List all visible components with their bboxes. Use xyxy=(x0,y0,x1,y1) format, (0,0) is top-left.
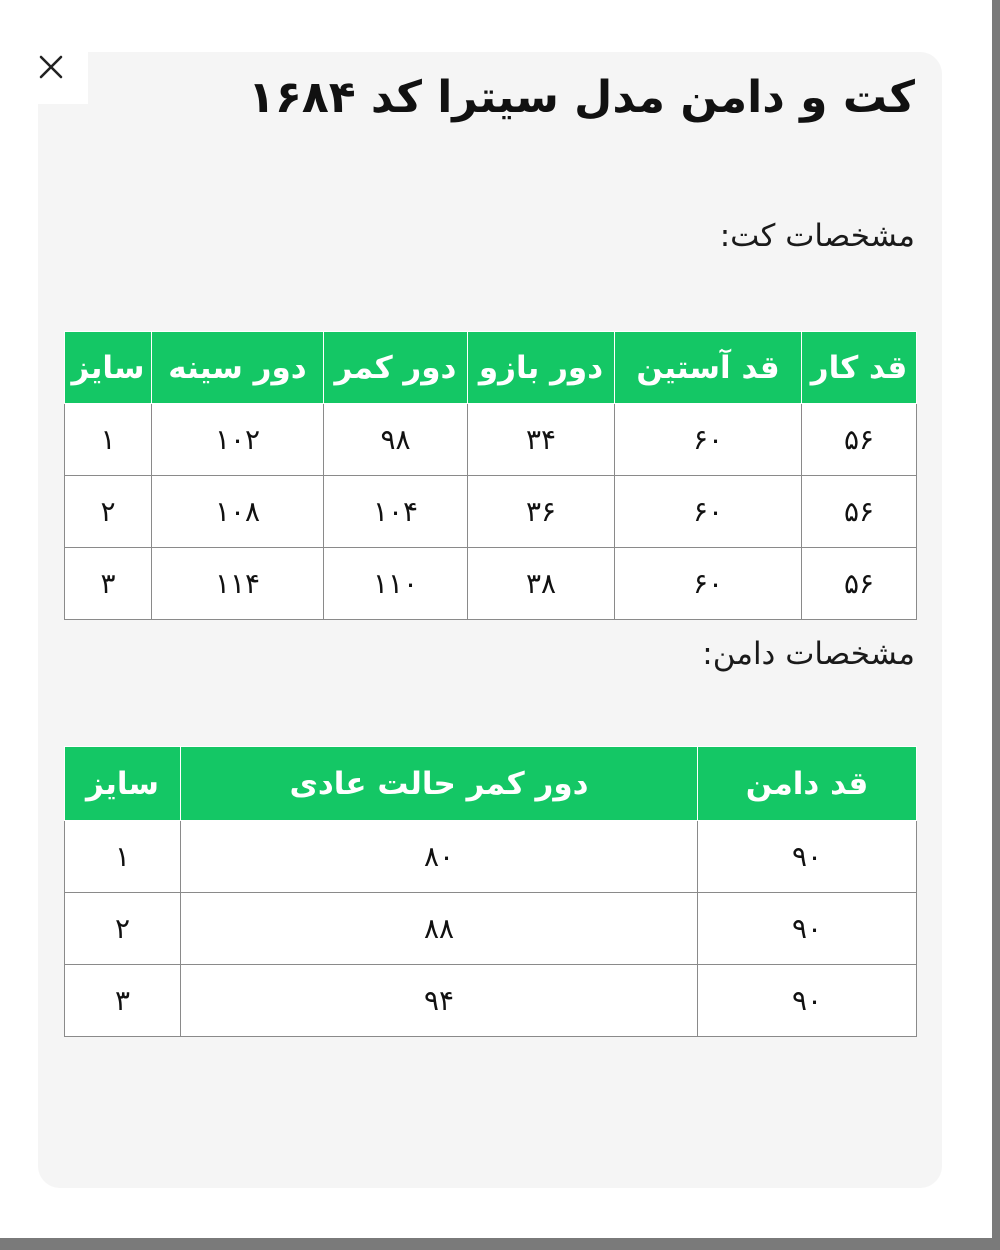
table-cell: ۱۱۴ xyxy=(152,548,324,620)
table-cell: ۱۰۴ xyxy=(324,476,468,548)
header-cell: دور کمر xyxy=(324,332,468,404)
table-cell: ۵۶ xyxy=(802,404,917,476)
header-cell: قد آستین xyxy=(615,332,802,404)
table-cell: ۹۰ xyxy=(698,965,917,1037)
table-row xyxy=(65,404,917,476)
table-row xyxy=(65,893,917,965)
close-button[interactable] xyxy=(12,42,88,104)
close-icon xyxy=(38,54,64,80)
header-cell: قد کار xyxy=(802,332,917,404)
table-cell: ۶۰ xyxy=(615,476,802,548)
header-cell: دور سینه xyxy=(152,332,324,404)
table-header-row xyxy=(65,747,917,821)
table-cell: ۳ xyxy=(65,548,152,620)
table-header-row xyxy=(65,332,917,404)
table-row xyxy=(65,548,917,620)
table-cell: ۸۸ xyxy=(181,893,698,965)
table-cell: ۳۴ xyxy=(468,404,615,476)
window-frame-bottom xyxy=(0,1238,1000,1250)
table-row xyxy=(65,476,917,548)
table-cell: ۶۰ xyxy=(615,548,802,620)
skirt-section-label: مشخصات دامن: xyxy=(702,636,915,672)
table-cell: ۳۶ xyxy=(468,476,615,548)
page-title: کت و دامن مدل سیترا کد ۱۶۸۴ xyxy=(248,72,915,123)
table-cell: ۱۰۲ xyxy=(152,404,324,476)
window-frame-right xyxy=(992,0,1000,1250)
table-row xyxy=(65,821,917,893)
table-cell: ۱۱۰ xyxy=(324,548,468,620)
table-cell: ۵۶ xyxy=(802,548,917,620)
table-row xyxy=(65,965,917,1037)
header-cell: سایز xyxy=(65,332,152,404)
table-cell: ۱ xyxy=(65,821,181,893)
table-cell: ۱ xyxy=(65,404,152,476)
header-cell: سایز xyxy=(65,747,181,821)
table-cell: ۹۰ xyxy=(698,893,917,965)
table-cell: ۳ xyxy=(65,965,181,1037)
skirt-size-table xyxy=(64,746,917,1037)
table-cell: ۱۰۸ xyxy=(152,476,324,548)
table-cell: ۹۰ xyxy=(698,821,917,893)
header-cell: دور کمر حالت عادی xyxy=(181,747,698,821)
table-cell: ۹۴ xyxy=(181,965,698,1037)
header-cell: دور بازو xyxy=(468,332,615,404)
coat-size-table xyxy=(64,331,917,620)
table-cell: ۸۰ xyxy=(181,821,698,893)
table-cell: ۶۰ xyxy=(615,404,802,476)
table-cell: ۲ xyxy=(65,893,181,965)
table-cell: ۲ xyxy=(65,476,152,548)
table-cell: ۹۸ xyxy=(324,404,468,476)
table-cell: ۳۸ xyxy=(468,548,615,620)
coat-section-label: مشخصات کت: xyxy=(719,218,915,254)
header-cell: قد دامن xyxy=(698,747,917,821)
table-cell: ۵۶ xyxy=(802,476,917,548)
